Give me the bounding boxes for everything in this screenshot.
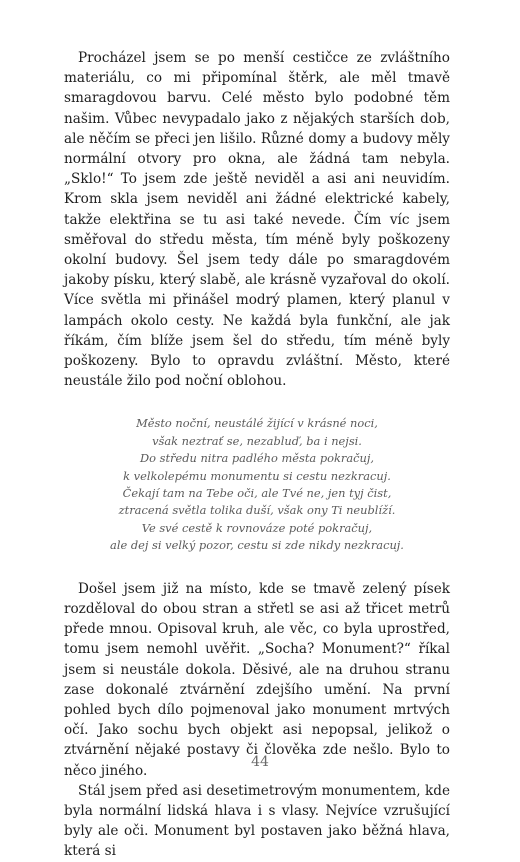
poem bbox=[64, 415, 450, 554]
page-number: 44 bbox=[251, 754, 269, 770]
paragraph-1: Procházel jsem se po menší cestičce ze zvláštního materiálu, co mi připomínal štěrk, ale měl tmavě smaragdovou barvu. Celé město bylo podobné těm našim. Vůbec nevypadalo jako z nějakých starších dob, ale něčím se přeci jen lišilo. Různé domy a budovy měly normální otvory pro okna, ale žádná tam nebyla. „Sklo!“ To jsem zde ještě neviděl a asi ani neuvidím. Krom skla jsem neviděl ani žádné elektrické kabely, takže elektřina se tu asi také nevede. Čím víc jsem směřoval do středu města, tím méně byly poškozeny okolní budovy. Šel jsem tedy dále po smaragdovém jakoby písku, který slabě, ale krásně vyzařoval do okolí. Více světla mi přinášel modrý plamen, který planul v lampách okolo cesty. Ne každá byla funkční, ale jak říkám, čím blíže jsem šel do středu, tím méně byly poškozeny. Bylo to opravdu zvláštní. Město, které neustále žilo pod noční oblohou. bbox=[64, 50, 450, 390]
poem-line: však neztrať se, nezabluď, ba i nejsi. bbox=[152, 433, 362, 448]
poem-line: ztracená světla tolika duší, však ony Ti neublíží. bbox=[118, 503, 396, 518]
book-page bbox=[64, 48, 450, 862]
poem-line: Do středu nitra padlého města pokračuj, bbox=[140, 451, 374, 466]
poem-line: ale dej si velký pozor, cestu si zde nikdy nezkracuj. bbox=[110, 538, 404, 553]
poem-line: Město noční, neustálé žijící v krásné noci, bbox=[136, 416, 378, 431]
poem-line: Ve své cestě k rovnováze poté pokračuj, bbox=[141, 520, 373, 535]
poem-line: k velkolepému monumentu si cestu nezkracuj. bbox=[123, 468, 391, 483]
poem-line: Čekají tam na Tebe oči, ale Tvé ne, jen tyj čist, bbox=[122, 486, 392, 501]
paragraph-2: Došel jsem již na místo, kde se tmavě zelený písek rozděloval do obou stran a střetl se asi až třicet metrů přede mnou. Opisoval kruh, ale věc, co byla uprostřed, tomu jsem nemohl uvěřit. „Socha? Monument?“ říkal jsem si neustále dokola. Děsivé, ale na druhou stranu zase dokonalé ztvárnění zdejšího umění. Na první pohled bych dílo pojmenoval jako monument mrtvých očí. Jako sochu bych objekt asi nepopsal, jelikož o ztvárnění nějaké postavy či člověka zde nešlo. Bylo to něco jiného. bbox=[64, 580, 450, 779]
paragraph-3: Stál jsem před asi desetimetrovým monumentem, kde byla normální lidská hlava i s vlasy. Nejvíce vzrušující byly ale oči. Monument byl postaven jako běžná hlava, která si bbox=[64, 782, 450, 860]
